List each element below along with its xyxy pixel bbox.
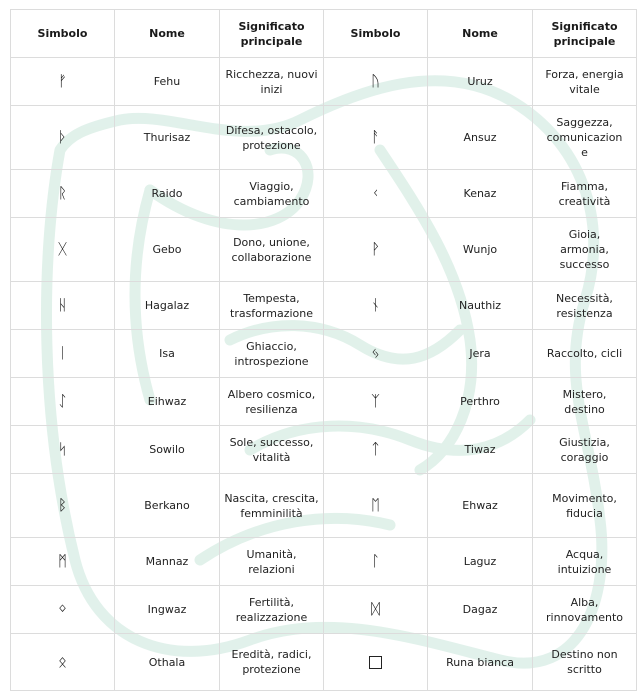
table-row xyxy=(11,634,637,691)
meaning-line: trasformazione xyxy=(230,306,313,320)
rune-symbol-right: ᚲ xyxy=(324,170,428,218)
rune-name-right: Uruz xyxy=(428,58,533,106)
rune-name-left: Gebo xyxy=(115,218,220,282)
meaning-line: Tempesta, xyxy=(243,291,300,305)
header-meaning-left xyxy=(220,10,324,58)
rune-name-left: Othala xyxy=(115,634,220,691)
rune-symbol-right: ᛉ xyxy=(324,378,428,426)
meaning-line: inizi xyxy=(260,82,283,96)
rune-name-right: Laguz xyxy=(428,538,533,586)
header-meaning-line2: principale xyxy=(240,34,303,48)
rune-symbol-right: ᚨ xyxy=(324,106,428,170)
rune-meaning-right xyxy=(533,586,637,634)
rune-name-right: Jera xyxy=(428,330,533,378)
rune-name-left: Ingwaz xyxy=(115,586,220,634)
table-row xyxy=(11,586,637,634)
meaning-line: Viaggio, xyxy=(249,179,294,193)
rune-symbol-left: ᛗ xyxy=(11,538,115,586)
meaning-line: comunicazion xyxy=(546,131,623,144)
rune-meaning-right xyxy=(533,378,637,426)
meaning-line: scritto xyxy=(567,663,602,676)
table-row xyxy=(11,378,637,426)
meaning-line: intuizione xyxy=(557,562,612,576)
meaning-line: protezione xyxy=(242,663,301,676)
rune-meaning-right xyxy=(533,426,637,474)
rune-name-right: Perthro xyxy=(428,378,533,426)
meaning-line: femminilità xyxy=(240,506,303,520)
rune-symbol-left: ᛒ xyxy=(11,474,115,538)
meaning-line: Fertilità, xyxy=(248,595,295,609)
rune-meaning-right xyxy=(533,58,637,106)
meaning-line: coraggio xyxy=(560,450,609,464)
meaning-line: armonia, xyxy=(560,243,609,256)
rune-symbol-left: ᛋ xyxy=(11,426,115,474)
meaning-line: vitalità xyxy=(252,450,291,464)
table-row xyxy=(11,218,637,282)
meaning-line: successo xyxy=(559,258,610,271)
rune-meaning-left xyxy=(220,106,324,170)
rune-meaning-left xyxy=(220,330,324,378)
rune-meaning-left xyxy=(220,426,324,474)
meaning-line: Fiamma, xyxy=(561,179,608,193)
rune-name-right: Wunjo xyxy=(428,218,533,282)
rune-symbol-left: ᚠ xyxy=(11,58,115,106)
empty-square-icon xyxy=(369,656,382,669)
rune-meaning-right xyxy=(533,282,637,330)
header-meaning-line2: principale xyxy=(553,34,616,48)
rune-meaning-right xyxy=(533,330,637,378)
rune-symbol-left: ᚱ xyxy=(11,170,115,218)
rune-name-left: Fehu xyxy=(115,58,220,106)
meaning-line: e xyxy=(581,146,588,159)
meaning-line: resilienza xyxy=(245,402,298,416)
rune-meaning-left xyxy=(220,378,324,426)
rune-symbol-right: ᛚ xyxy=(324,538,428,586)
rune-symbol-left: ᛜ xyxy=(11,586,115,634)
rune-symbol-left: ᚺ xyxy=(11,282,115,330)
table-row xyxy=(11,106,637,170)
rune-symbol-right: ᛃ xyxy=(324,330,428,378)
rune-meaning-left xyxy=(220,170,324,218)
meaning-line: Giustizia, xyxy=(559,435,610,449)
meaning-line: Gioia, xyxy=(568,228,601,241)
table-row xyxy=(11,282,637,330)
meaning-line: Nascita, crescita, xyxy=(224,491,319,505)
meaning-line: introspezione xyxy=(234,354,309,368)
rune-name-left: Mannaz xyxy=(115,538,220,586)
rune-symbol-right: ᛖ xyxy=(324,474,428,538)
rune-symbol-right: ᛞ xyxy=(324,586,428,634)
rune-name-right: Ansuz xyxy=(428,106,533,170)
meaning-line: protezione xyxy=(242,138,301,152)
meaning-line: Albero cosmico, xyxy=(227,387,316,401)
rune-meaning-right xyxy=(533,538,637,586)
table-row xyxy=(11,474,637,538)
rune-name-left: Sowilo xyxy=(115,426,220,474)
runes-table xyxy=(10,9,637,691)
rune-name-left: Eihwaz xyxy=(115,378,220,426)
rune-name-left: Raido xyxy=(115,170,220,218)
meaning-line: Destino non xyxy=(551,648,618,661)
meaning-line: destino xyxy=(564,402,605,416)
rune-meaning-left xyxy=(220,586,324,634)
rune-meaning-right xyxy=(533,634,637,691)
header-name-left: Nome xyxy=(115,10,220,58)
header-meaning-right xyxy=(533,10,637,58)
header-name-right: Nome xyxy=(428,10,533,58)
header-symbol-right: Simbolo xyxy=(324,10,428,58)
meaning-line: relazioni xyxy=(248,562,295,576)
rune-symbol-left: ᛇ xyxy=(11,378,115,426)
rune-name-right: Ehwaz xyxy=(428,474,533,538)
meaning-line: Difesa, ostacolo, xyxy=(225,123,318,137)
rune-symbol-right: ᛏ xyxy=(324,426,428,474)
rune-symbol-right: ᚹ xyxy=(324,218,428,282)
rune-meaning-right xyxy=(533,474,637,538)
meaning-line: Movimento, xyxy=(552,491,617,505)
rune-name-right: Dagaz xyxy=(428,586,533,634)
meaning-line: resistenza xyxy=(556,306,613,320)
meaning-line: cambiamento xyxy=(233,194,310,208)
meaning-line: vitale xyxy=(569,82,600,96)
meaning-line: fiducia xyxy=(566,506,603,520)
table-row xyxy=(11,426,637,474)
meaning-line: Umanità, xyxy=(246,547,297,561)
rune-name-left: Isa xyxy=(115,330,220,378)
meaning-line: Sole, successo, xyxy=(229,435,314,449)
rune-meaning-right xyxy=(533,106,637,170)
rune-meaning-left xyxy=(220,474,324,538)
rune-symbol-right: ᚾ xyxy=(324,282,428,330)
meaning-line: Mistero, xyxy=(562,387,607,401)
meaning-line: Ghiaccio, xyxy=(246,339,297,353)
meaning-line: Ricchezza, nuovi xyxy=(225,67,318,81)
rune-meaning-right xyxy=(533,170,637,218)
header-meaning-line1: Significato xyxy=(551,19,618,33)
rune-meaning-left xyxy=(220,634,324,691)
meaning-line: rinnovamento xyxy=(546,610,623,624)
meaning-line: collaborazione xyxy=(231,250,312,264)
meaning-line: Saggezza, xyxy=(556,116,613,129)
meaning-line: Necessità, xyxy=(556,291,613,305)
meaning-line: Alba, xyxy=(570,595,599,609)
meaning-line: realizzazione xyxy=(235,610,308,624)
rune-name-right: Runa bianca xyxy=(428,634,533,691)
rune-name-right: Kenaz xyxy=(428,170,533,218)
header-symbol-left: Simbolo xyxy=(11,10,115,58)
rune-name-left: Hagalaz xyxy=(115,282,220,330)
meaning-line: creatività xyxy=(558,194,611,208)
table-row xyxy=(11,170,637,218)
table-row xyxy=(11,330,637,378)
rune-name-left: Thurisaz xyxy=(115,106,220,170)
rune-name-right: Nauthiz xyxy=(428,282,533,330)
rune-symbol-left: ᚦ xyxy=(11,106,115,170)
rune-symbol-left: ᛁ xyxy=(11,330,115,378)
rune-meaning-left xyxy=(220,58,324,106)
rune-symbol-left: ᚷ xyxy=(11,218,115,282)
rune-symbol-right xyxy=(324,634,428,691)
rune-name-right: Tiwaz xyxy=(428,426,533,474)
rune-meaning-left xyxy=(220,218,324,282)
table-row xyxy=(11,538,637,586)
meaning-line: Eredità, radici, xyxy=(231,648,312,661)
table-row xyxy=(11,58,637,106)
meaning-line: Dono, unione, xyxy=(233,235,310,249)
rune-symbol-left: ᛟ xyxy=(11,634,115,691)
header-meaning-line1: Significato xyxy=(238,19,305,33)
meaning-line: Forza, energia xyxy=(545,67,624,81)
rune-symbol-right: ᚢ xyxy=(324,58,428,106)
rune-name-left: Berkano xyxy=(115,474,220,538)
rune-meaning-right xyxy=(533,218,637,282)
table-header-row xyxy=(11,10,637,58)
table-body xyxy=(11,58,637,691)
meaning-line: Acqua, xyxy=(565,547,604,561)
rune-meaning-left xyxy=(220,282,324,330)
rune-meaning-left xyxy=(220,538,324,586)
meaning-line: Raccolto, cicli xyxy=(546,347,623,360)
